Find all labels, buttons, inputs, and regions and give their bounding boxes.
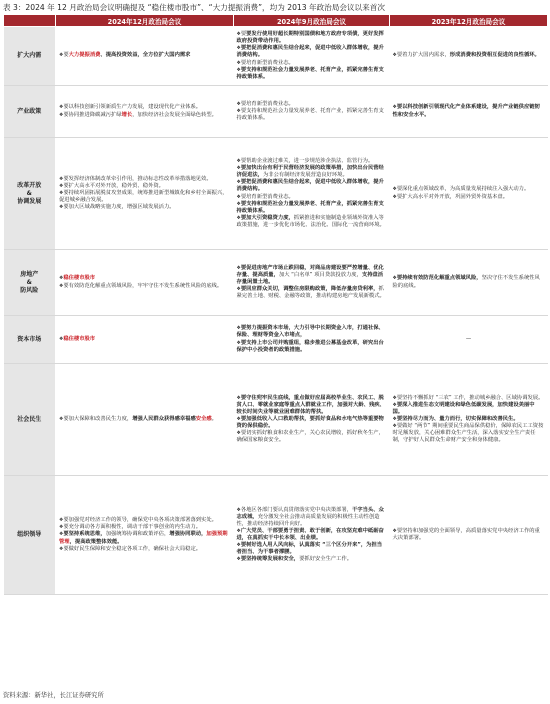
bullet-text: 要着力扩大国内需求， bbox=[396, 52, 450, 59]
cell-sep-2024 bbox=[234, 250, 390, 316]
bullet-text: 要坚持和加强党的全面领导，高质量落实党中央经济工作的重大决策部署。 bbox=[392, 527, 540, 541]
bullet-item bbox=[393, 275, 545, 289]
bullet-item bbox=[393, 395, 545, 402]
bullet-text: 增强人民群众获得感幸福感 bbox=[132, 415, 196, 422]
cell-dec-2024 bbox=[56, 86, 234, 138]
bullet-item bbox=[237, 556, 387, 563]
bullet-text: 要深入推进生态文明建设和绿色低碳发展， bbox=[396, 401, 498, 408]
header-category bbox=[4, 15, 56, 27]
bullet-item bbox=[59, 204, 231, 211]
bullet-text: 要支持和规范社会力量发展养老、托育产业，抓紧完善生育支持政策体系。 bbox=[236, 66, 384, 80]
bullet-item bbox=[237, 265, 387, 286]
bullet-text: 要发行使用好超长期特别国债和地方政府专项债，更好发挥政府投资带动作用。 bbox=[236, 31, 384, 45]
table-row bbox=[4, 250, 548, 316]
bullet-item bbox=[59, 275, 231, 282]
row-category bbox=[4, 138, 56, 250]
comparison-table bbox=[3, 14, 548, 595]
bullet-text: 要守住兜牢民生底线， bbox=[240, 394, 294, 401]
cell-sep-2024 bbox=[234, 316, 390, 364]
bullet-item bbox=[59, 176, 231, 183]
bullet-item bbox=[59, 336, 231, 343]
bullet-text: 坚决守住不发生系统性风险的底线。 bbox=[392, 275, 540, 289]
bullet-text: 要加强党对经济工作的领导，确保党中央各项决策部署落到实处。 bbox=[63, 517, 217, 524]
bullet-item bbox=[393, 104, 545, 118]
cell-dec-2024 bbox=[56, 138, 234, 250]
bullet-text: 、提高投资效益，全方位扩大国内需求 bbox=[100, 52, 191, 59]
bullet-text: 在真抓实干中长本领、出业绩。 bbox=[247, 535, 322, 541]
bullet-item bbox=[237, 416, 387, 430]
cell-dec-2023 bbox=[390, 138, 548, 250]
bullet-text: 要树好选人用人风向标，认真落实 “三个区分开来”， bbox=[240, 542, 367, 549]
bullet-item bbox=[59, 112, 231, 119]
bullet-text: 支持盘活存量闲置土地。 bbox=[236, 271, 384, 285]
bullet-text: 要以科技创新引领新质生产力发展，建设现代化产业体系。 bbox=[63, 104, 202, 111]
bullet-text: 充分激发全社会推动高质量发展的积极性主动性创造性，推动经济持续回升向好。 bbox=[236, 513, 380, 527]
bullet-item bbox=[237, 179, 387, 193]
bullet-text: 为担当者担当、为干事者撑腰。 bbox=[236, 542, 383, 556]
bullet-text: 。 bbox=[211, 415, 217, 422]
cell-sep-2024 bbox=[234, 476, 390, 595]
bullet-text: 要培育新型消费业态。 bbox=[240, 193, 294, 200]
row-category bbox=[4, 476, 56, 595]
bullet-text: 要 bbox=[240, 31, 247, 38]
bullet-text: 重点做好应届高校毕业生、农民工、脱贫人口、零就业家庭等重点人群就业工作， bbox=[236, 394, 384, 408]
cell-dec-2023 bbox=[390, 27, 548, 86]
bullet-text: 干字当头、众志成城， bbox=[236, 506, 384, 520]
table-row bbox=[4, 316, 548, 364]
header-dec-2023: 2023年12月政治局会议 bbox=[390, 15, 548, 27]
category-label: & bbox=[26, 189, 32, 197]
bullet-item bbox=[59, 183, 231, 190]
row-category bbox=[4, 316, 56, 364]
bullet-text: 要支持和规范社会力量发展养老、托育产业，抓紧完善生育支持政策体系。 bbox=[236, 107, 384, 122]
bullet-item bbox=[59, 190, 231, 204]
bullet-text: 要以科技创新引领现代化产业体系建设，提升产业链供应链韧性和安全水平。 bbox=[392, 104, 540, 118]
bullet-text: 要努力提振资本市场，大力引导中长期资金入市，打通社保、保险、理财等资金入市堵点， bbox=[236, 325, 384, 339]
bullet-item bbox=[237, 542, 387, 556]
bullet-text: 广大党员、干部要勇于担责、敢于创新，在攻坚克难中砥砺奋进， bbox=[236, 527, 384, 541]
bullet-text: 要加大保障和改善民生力度， bbox=[63, 415, 133, 422]
bullet-item bbox=[393, 186, 545, 193]
bullet-text: 要把促消费和惠民生结合起来，促进中低收入群体增收，提升消费结构。 bbox=[236, 179, 384, 193]
cell-sep-2024 bbox=[234, 86, 390, 138]
bullet-text: 要坚持尽力而为、量力而行，切实保障和改善民生。 bbox=[396, 415, 519, 422]
bullet-item bbox=[59, 283, 231, 290]
table-row bbox=[4, 27, 548, 86]
category-label: 组织领导 bbox=[17, 531, 42, 538]
bullet-text: 要坚持系统思维， bbox=[63, 531, 106, 538]
header-sep-2024: 2024年9月政治局会议 bbox=[234, 15, 390, 27]
cell-dec-2024 bbox=[56, 250, 234, 316]
bullet-text: 加强统筹协调和政策评估， bbox=[105, 531, 170, 538]
cell-dec-2023 bbox=[390, 250, 548, 316]
bullet-item bbox=[59, 416, 231, 423]
bullet-item bbox=[237, 507, 387, 528]
bullet-text: ，提高政策整体效能。 bbox=[69, 538, 123, 545]
table-title: 表 3：2024 年 12 月政治局会议明确提及 “稳住楼市股市”、“大力提振消费”，均为 2013 年政治局会议以来首次 bbox=[3, 3, 385, 12]
bullet-item bbox=[237, 395, 387, 416]
bullet-text: 要回应群众关切，调整住房限购政策，降低存量房贷利率， bbox=[240, 286, 379, 293]
bullet-item bbox=[237, 101, 387, 108]
bullet-text: 加大 “白名单” 项目贷款投放力度， bbox=[278, 271, 362, 278]
header-dec-2024: 2024年12月政治局会议 bbox=[56, 15, 234, 27]
bullet-item bbox=[237, 108, 387, 122]
bullet-text: 要帮助企业渡过难关，进一步规范涉企执法、监管行为。 bbox=[240, 158, 374, 165]
bullet-text: 要促进房地产市场止跌回稳， bbox=[240, 264, 310, 271]
table-row bbox=[4, 138, 548, 250]
table-body bbox=[4, 27, 548, 595]
bullet-text: 稳步推进公募基金改革，研究出台保护中小投资者的政策措施。 bbox=[236, 339, 384, 353]
bullet-text: 要扩大高水平对外开放，稳外贸、稳外资。 bbox=[63, 182, 164, 189]
category-label: 扩大内需 bbox=[17, 52, 42, 59]
bullet-text: 为非公有制经济发展营造良好环境。 bbox=[263, 172, 348, 179]
bullet-item bbox=[393, 52, 545, 59]
bullet-item bbox=[237, 325, 387, 339]
bullet-item bbox=[237, 194, 387, 201]
bullet-item bbox=[393, 416, 545, 423]
cell-dec-2023 bbox=[390, 476, 548, 595]
category-label: 产业政策 bbox=[17, 107, 42, 115]
bullet-text: 要深化重点领域改革，为高质量发展持续注入强大动力。 bbox=[396, 186, 530, 193]
bullet-text: 要协同推进降碳减污扩绿 bbox=[63, 111, 122, 118]
bullet-item bbox=[237, 31, 387, 45]
bullet-text: 各地区各部门要认真贯彻落实党中央决策部署， bbox=[240, 506, 353, 513]
cell-dec-2023 bbox=[390, 86, 548, 138]
cell-dec-2023: — bbox=[390, 316, 548, 364]
bullet-text: 要把促消费和惠民生结合起来，促进中低收入群体增收，提升消费结构。 bbox=[236, 45, 384, 59]
cell-dec-2023 bbox=[390, 364, 548, 476]
bullet-text: 要持续有效防范化解重点领域风险， bbox=[396, 275, 482, 282]
bullet-text: 要加大区域战略实施力度，增强区域发展活力。 bbox=[63, 204, 175, 211]
bullet-text: 要 bbox=[63, 52, 69, 59]
bullet-text: 加强对大龄、残疾、较长时间失业等就业困难群体的帮扶。 bbox=[236, 401, 385, 415]
bullet-item bbox=[59, 104, 231, 111]
bullet-item bbox=[393, 402, 545, 416]
header-row bbox=[4, 15, 548, 27]
category-label: 协调发展 bbox=[17, 197, 42, 205]
bullet-text: 要支持上市公司并购重组， bbox=[240, 339, 305, 346]
row-category bbox=[4, 250, 56, 316]
bullet-text: 要培育新型消费业态。 bbox=[240, 100, 294, 107]
bullet-text: 要做好民生保障和安全稳定各项工作，确保社会大局稳定。 bbox=[63, 545, 202, 552]
bullet-text: ，加快经济社会发展全面绿色转型。 bbox=[132, 111, 217, 118]
source-note: 资料来源：新华社，长江证券研究所 bbox=[3, 692, 104, 699]
bullet-item bbox=[237, 286, 387, 300]
bullet-text: 要加快出台有利于民营经济发展的政策举措，加快出台民营经济促进法， bbox=[236, 165, 384, 179]
bullet-item bbox=[237, 165, 387, 179]
bullet-text: 抓紧推进和实施制造业领域外资准入等政策措施，进一步优化市场化、法治化、国际化一流营商环境。 bbox=[236, 214, 385, 228]
bullet-text: 要充分调动各方面积极性，调动干部干事创业的内生动力。 bbox=[63, 524, 202, 531]
row-category bbox=[4, 364, 56, 476]
bullet-text: 要抓好安全生产工作。 bbox=[299, 556, 353, 563]
bullet-item bbox=[59, 531, 231, 545]
cell-sep-2024 bbox=[234, 27, 390, 86]
bullet-item bbox=[237, 45, 387, 59]
bullet-text: 增长 bbox=[121, 111, 133, 118]
bullet-item bbox=[237, 60, 387, 67]
table-row bbox=[4, 476, 548, 595]
category-label: 房地产 bbox=[20, 270, 39, 278]
bullet-text: 要做好 “两节” 期间重要民生商品保供稳价，保障农民工工资按时足额发放，关心困难群众生产生活，深入落实安全生产责任制，守护好人民群众生命财产安全和身体健康。 bbox=[392, 423, 544, 444]
row-category bbox=[4, 86, 56, 138]
bullet-item bbox=[393, 528, 545, 542]
bullet-item bbox=[393, 194, 545, 201]
bullet-text: 要扩大高水平对外开放，巩固外贸外资基本盘。 bbox=[396, 193, 509, 200]
bullet-item bbox=[237, 340, 387, 354]
bullet-text: 对商品房建设要严控增量、优化存量、提高质量， bbox=[236, 264, 384, 278]
bullet-text: 要支持和规范社会力量发展养老、托育产业，抓紧完善生育支持政策体系。 bbox=[236, 200, 384, 214]
bullet-text: 抓紧完善土地、财税、金融等政策，推动构建房地产发展新模式。 bbox=[236, 286, 385, 300]
bullet-text: 要切实抓好粮食和农业生产，关心农民增收，抓好秋冬生产，确保国家粮食安全。 bbox=[236, 430, 384, 444]
bullet-text: 要坚持不懈抓好 “三农” 工作，推动城乡融合、区域协调发展。 bbox=[396, 394, 544, 401]
bullet-text: 安全感 bbox=[195, 415, 212, 422]
bullet-item bbox=[237, 430, 387, 444]
category-label: 改革开放 bbox=[17, 181, 42, 189]
bullet-text: 大力提振消费 bbox=[68, 52, 101, 59]
cell-dec-2024 bbox=[56, 476, 234, 595]
table-row bbox=[4, 364, 548, 476]
cell-dec-2024 bbox=[56, 316, 234, 364]
bullet-text: 要有效防范化解重点领域风险，牢牢守住不发生系统性风险的底线。 bbox=[63, 282, 223, 289]
bullet-text: 增强协同联动， bbox=[169, 531, 207, 538]
bullet-text: 要加强低收入人口救助帮扶，要抓好食品和水电气热等重要物资的保供稳价。 bbox=[236, 415, 384, 430]
row-category bbox=[4, 27, 56, 86]
bullet-text: 要持续巩固拓展脱贫攻坚成果，统筹推进新型城镇化和乡村全面振兴，促进城乡融合发展。 bbox=[59, 189, 228, 204]
bullet-text: 加快建设美丽中国。 bbox=[392, 401, 535, 415]
category-label: 社会民生 bbox=[17, 415, 42, 423]
category-label: & bbox=[26, 278, 32, 286]
bullet-text: 稳住楼市股市 bbox=[63, 275, 96, 282]
bullet-text: 稳住楼市股市 bbox=[63, 335, 96, 342]
bullet-item bbox=[237, 215, 387, 229]
bullet-text: 加强预期管理 bbox=[59, 531, 228, 545]
bullet-item bbox=[237, 67, 387, 81]
bullet-text: 要坚持统筹发展和安全， bbox=[240, 556, 300, 563]
category-label: 资本市场 bbox=[17, 335, 42, 343]
bullet-text: 要培育新型消费业态。 bbox=[240, 59, 294, 66]
bullet-text: 要发挥经济体制改革牵引作用，推动标志性改革举措落地见效。 bbox=[63, 175, 212, 182]
cell-sep-2024 bbox=[234, 138, 390, 250]
table-row bbox=[4, 86, 548, 138]
cell-dec-2024 bbox=[56, 364, 234, 476]
bullet-text: 要加大引资稳资力度， bbox=[240, 214, 294, 221]
bullet-item bbox=[59, 546, 231, 553]
bullet-item bbox=[237, 201, 387, 215]
bullet-item bbox=[237, 528, 387, 542]
cell-sep-2024 bbox=[234, 364, 390, 476]
bullet-item bbox=[59, 52, 231, 59]
category-label: 防风险 bbox=[20, 286, 39, 294]
bullet-item bbox=[393, 423, 545, 444]
bullet-text: 形成消费和投资相互促进的良性循环。 bbox=[449, 52, 540, 59]
cell-dec-2024 bbox=[56, 27, 234, 86]
